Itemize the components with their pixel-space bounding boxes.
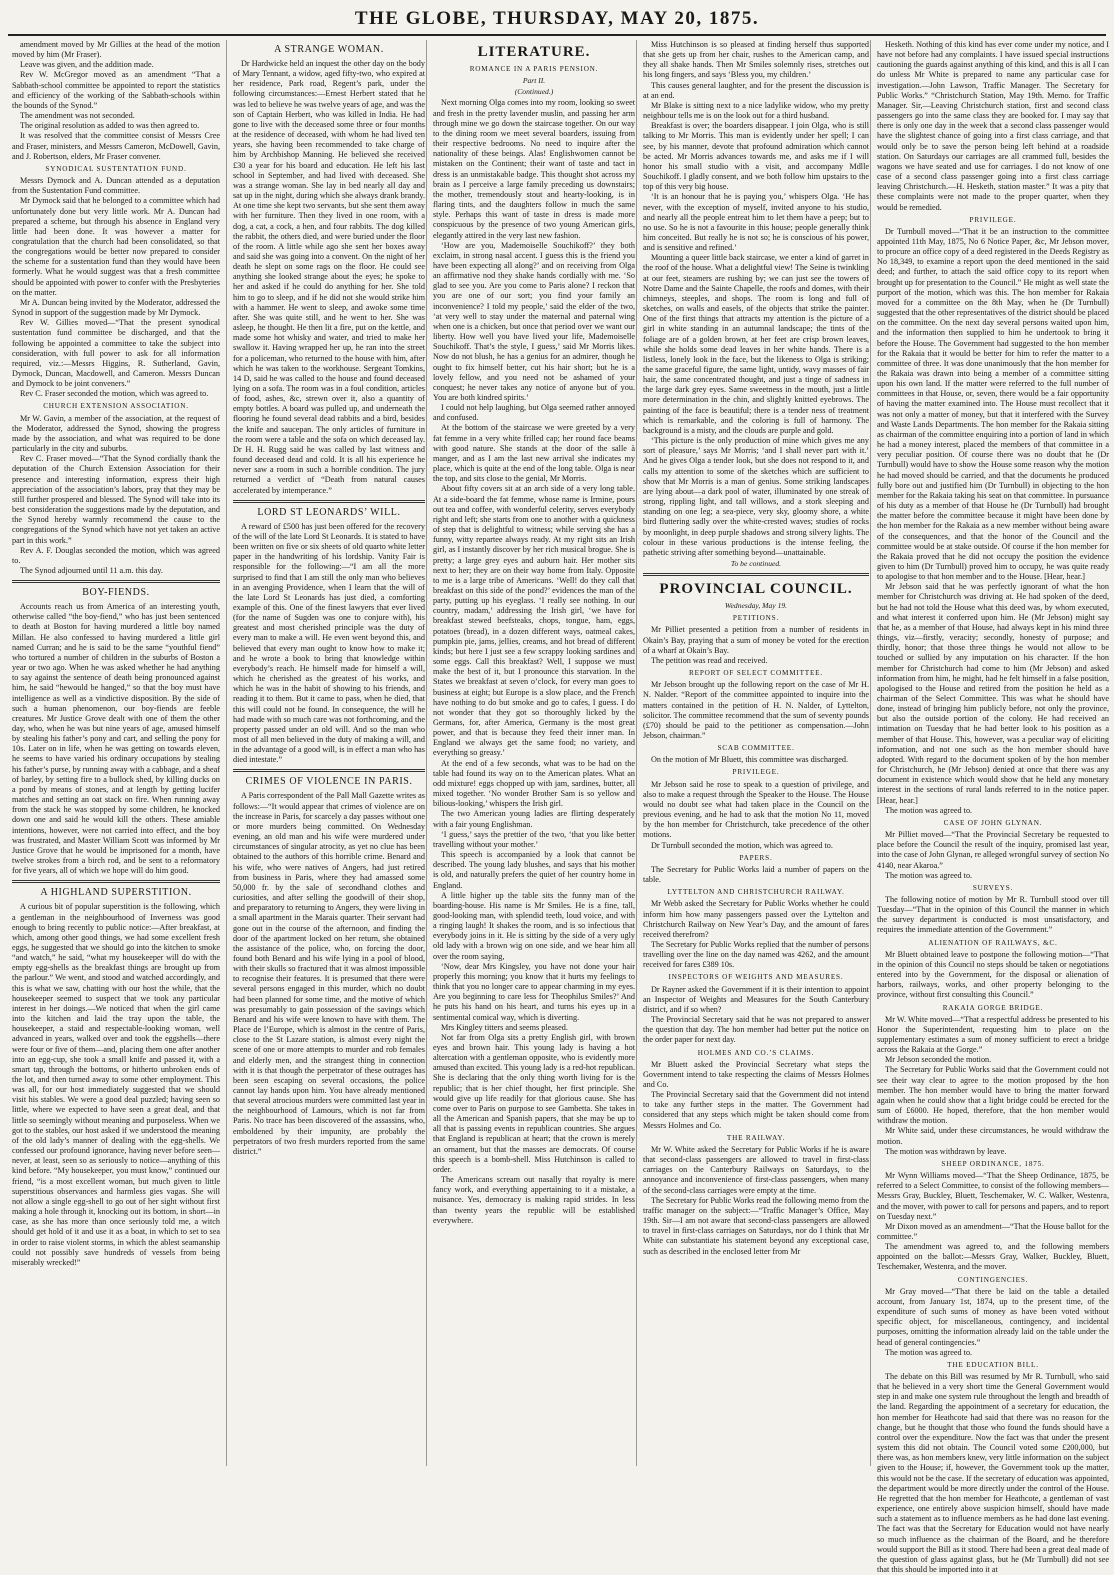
subheading: CONTINGENCIES. [957, 1275, 1029, 1284]
paragraph: A Paris correspondent of the Pall Mall Gazette writes as follows:—“It would appear that crimes of violence are on the increase in Paris, for scarcely a day passes without one or more murders being committed. On Wednesday evening, an old man and his wife were murdered under circumstances of singular atrocity, as yet no clue has been obtained to the authors of this horrible crime. Benard and his wife, who were natives of Angers, had just retired from business in Paris, where they had amassed some 50,000 fr. by the sale of secondhand clothes and curiosities, and after selling the goodwill of their shop, and preparatory to returning to Angers, they were living in a small apartment in the Marais quarter. Their servant had gone out in the course of the afternoon, and finding the door of the apartment locked on her return, she obtained the assistance of the police, who, on forcing the door, found both Benard and his wife lying in a pool of blood, with their skulls so fractured that it was almost impossible to recognise their features. It is presumed that there were several persons engaged in this murder, which no doubt had been planned for some time, and the motive of which was presumably to gain possession of the savings which Benard and his wife were known to have with them. The Place de l’Europe, which is almost in the centre of Paris, close to the St Lazare station, is almost every night the scene of one or more attempts to murder and rob females and elderly men, and the strangest thing in connection with it is that though the perpetrator of these outrages has been seen escaping on several occasions, the police cannot lay hands upon him. You have already mentioned that several atrocious murders were committed last year in the neighbourhood of Lamours, which is not far from Paris. No trace has been discovered of the assassins, who, emboldened by their impunity, are probably the perpetrators of two fresh murders reported from the same district.” [233, 791, 425, 1156]
paragraph: Rev C. Fraser seconded the motion, which was agreed to. [20, 389, 209, 399]
paragraph: The Americans scream out nasally that royalty is mere fancy work, and everything appertaining to it a mistake, a nuisance. Yes, democracy is making rapid strides. In less than twenty years the republic will be established everywhere. [433, 1175, 635, 1225]
article-separator [12, 880, 220, 883]
italic-line: Wednesday, May 19. [724, 601, 788, 611]
paragraph: Not far from Olga sits a pretty English girl, with brown eyes and brown hair. This young lady is having a hot altercation with a gentleman opposite, who is evidently more amused than excited. This young lady is a red-hot republican. She is declaring that the only thing worth living for is the republic; that is her chief thought, her first principle. She would give up life readily for that glorious cause. She has come over to Paris on purpose to see Gambetta. She takes in all the American and Spanish papers, that she may be up to all that is passing events in republican countries. She argues that England is republican at heart; that the crown is merely an ornament, but that the masses are democrats. Of course this speech is a bomb-shell. Miss Hutchinson is called to order. [433, 1032, 635, 1174]
subheading: PAPERS. [739, 853, 773, 862]
subheading: THE RAILWAY. [726, 1133, 786, 1142]
paragraph: The Synod adjourned until 11 a.m. this day. [20, 565, 163, 575]
paragraph: Mounting a queer little back staircase, we enter a kind of garret in the roof of the house. What a delightful view! The Seine is twinkling at our feet, steamers are rushing by; we can just see the towers of Notre Dame and the Sainte Chapelle, the roofs and domes, with their chimneys, steeples, and shops. The room is long and full of sketches, on walls and easels, of the objects that strike the painter. One of the first things that attracts my attention is the picture of a girl in white standing in an autumnal landscape; the tints of the foliage are of a golden brown, at her feet are crisp brown leaves, while she holds some dead leaves in her white hands. There is a listless, lonely look in the face, but the likeness to Olga is striking; the same graceful figure, the same light, untidy, wavy masses of fair hair, the same concentrated thought, and just a tinge of sadness in the large dark grey eyes. Same sweetness in the mouth, just a little more determination in the chin, and slightly knitted eyebrows. The painting of the face is beautiful; there is a tender ness of treatment which is remarkable, and the coloring is full of harmony. The background is a misty, and the clouds are purple and gold. [643, 253, 869, 435]
paragraph: Rev W. McGregor moved as an amendment “That a Sabbath-school committee be appointed to report the statistics and efficiency of the working of the Sabbath-schools within the bounds of the Synod.” [12, 70, 220, 110]
paragraph: This speech is accompanied by a look that cannot be described. The young lady blushes, and says that his mother is old, and naturally prefers the quiet of her country home in England. [433, 850, 635, 890]
paragraph: The amendment was not seconded. [20, 111, 135, 121]
paragraph: Mr Jebson seconded the motion. [885, 1055, 992, 1065]
paragraph: The motion was agreed to. [885, 1347, 973, 1357]
paragraph: Next morning Olga comes into my room, looking so sweet and fresh in the pretty lavender muslin, and passing her arm through mine we go down the staircase together. On our way to the dining room we meet several boarders, issuing from their respective bedrooms. No need to inquire after the nationality of these beings. Alas! Englishwomen cannot be mistaken on the Continent; their want of taste and tact in dress is an unmistakable badge. This thought shot across my brain as I perceive a large family preceding us downstairs; the mother, tremendously stout and hearty-looking, is in flaring tints, and the daughters follow in much the same style. Perhaps this want of taste in dress is made more conspicuous by the presence of two young American girls, elegantly attired in the very last new fashion. [433, 98, 635, 240]
paragraph: Rev C. Fraser moved—“That the Synod cordially thank the deputation of the Church Extension Association for their presence and interesting information, express their high appreciation of the association’s labors, pray that they may be still further prospered and blessed. The Synod will take into its best consideration the suggestions made by the deputation, and the Synod hereby warmly recommend the cause to the congregations of the Synod which have not yet taken an active part in this work.” [12, 454, 220, 545]
paragraph: Rev W. Gillies moved—“That the present synodical sustentation fund committee be discharged, and that the following be appointed a committee to take the subject into consideration, with full power to ask for all information required, viz.:—Messrs Higgins, R. Sutherland, Gavin, Dymock, Duncan, Macdowell, and Cameron. Messrs Duncan and Dymock to be joint conveners.” [12, 318, 220, 389]
article-separator [233, 769, 425, 772]
subheading: SURVEYS. [972, 883, 1014, 892]
continued-note: To be continued. [730, 558, 782, 568]
paragraph: Leave was given, and the addition made. [20, 60, 154, 70]
section-headline: LITERATURE. [477, 44, 591, 60]
masthead: THE GLOBE, THURSDAY, MAY 20, 1875. [354, 8, 760, 29]
paragraph: A reward of £500 has just been offered for the recovery of the will of the late Lord St Leonards. It is stated to have been written on five or six sheets of old quarto white letter paper in the handwriting of his lordship. Vanity Fair is responsible for the following:—“I am all the more surprised to find that I am still the only man who believes in an avenging Providence, when I learn that the will of the late Lord St Leonards has just died, a comforting example of this. One of the finest lawyers that ever lived (for the name of Sugden was one to conjure with), his greatest and most cherished principle was the duty of every man to make a will. He even went beyond this, and believed that every man ought to know how to make it; and he wrote a book to bring that knowledge within everybody’s reach. He himself made for himself a will, which he cherished as the greatest of his works, and which he was in the habit of showing to his friends, and reading it to them. But it came to pass, when he died, that this will could not be found. In consequence, the will he had made with so much care was not forthcoming, and the property passed under an old will. And so the man who most of all men believed in the duty of making a will, and in the advantage of a good will, is in effect a man who has died intestate.” [233, 521, 425, 765]
subheading: RAKAIA GORGE BRIDGE. [942, 1003, 1044, 1012]
paragraph: The two American young ladies are flirting desperately with a fair young Englishman. [433, 809, 635, 829]
paragraph: A little higher up the table sits the funny man of the boarding-house. His name is Mr Smiles. He is a fine, tall, good-looking man, with splendid teeth, loud voice, and with a ringing laugh! It shakes the room, and is so infectious that everybody joins in it. He is sitting by the side of a very ugly old lady with a brown wig on one side, and we hear him all over the room saying, [433, 890, 635, 961]
paragraph: It was resolved that the committee consist of Messrs Cree and Fraser, ministers, and Messrs Cameron, McDowell, Gavin, and J. Robertson, elders, Mr Fraser convener. [12, 131, 220, 161]
subheading: HOLMES AND CO.’S CLAIMS. [697, 1048, 815, 1057]
paragraph: A curious bit of popular superstition is the following, which a gentleman in the neighbourhood of Inverness was good enough to bring recently to public notice:—After breakfast, at which, among other good things, we had some excellent fresh eggs, he suggested that we should go into the kitchen to smoke “and watch,” he said, “what my housekeeper will do with the empty egg-shells as the breakfast things are brought up from the parlour.” We went, and stood and watched accordingly, and this is what we saw, chatting with our host the while, that the housekeeper seemed to suspect that we took any particular interest in her doings.—We noticed that when the girl came into the kitchen and laid the tray upon the table, the housekeeper, a staid and respectable-looking woman, well advanced in years, walked over and took the eggshells—there were four or five of them—and, placing them one after another into an egg-cup, she took a small knife and passed it, with a smart tap, through the bottoms, or hitherto unbroken ends of the lot, and then turned away to some other employment. This was all, for our host immediately suggested that we should visit his stables. We were a good deal puzzled; having seen so little, where we expected to have seen a great deal, and that little so seemingly without meaning and purposeless. When we got to the stables, our host asked if we understood the meaning of the old lady’s manner of dealing with the egg-shells. We confessed our profound ignorance, having never before seen—never, at least, seen so as seriously to notice—anything of this kind before. “My housekeeper, you must know,” continued our friend, “is a most excellent woman, but much given to little superstitious observances and harmless gies vagas. She will not allow a single egg-shell to go out of her sight without first making a hole through it, knocking out its bottom, in short—in case, as she has more than once seriously told me, a witch should get hold of it and use it as a boat, in which to set to sea in order to raise violent storms, in which the ablest seamanship could not possibly save hundreds of vessels from being miserably wrecked!” [12, 902, 220, 1267]
section-headline: PROVINCIAL COUNCIL. [659, 581, 853, 598]
paragraph: Mr Jebson said that he was perfectly ignorant of what the hon member for Christchurch was driving at. He had spoken of the deed, but he had not told the House what this deed was, by whom executed, and what interest it conferred upon him. He (Mr Jebson) might say that he, as a member of that House, had always kept in his mind three things, viz—firstly, veracity; secondly, honesty of purpose; and thirdly, honor; that those three things he would not allow to be touched or sullied by any imputation on his character. If the hon member for Christchurch had come to him (Mr Jebson) and asked information from him, he might, had he felt himself in a false position, apologised to the House and retired from the position he held as a chairman of the Select Committee. This was what he should have done, instead of bringing him publicly before, not only the province, but also the outside portion of the colony. He had received an intimation on Tuesday that he had better look to his position as a member of that House. This, however, was a peculiar way of eliciting information, and not one such as the hon member should have adopted. With regard to the document spoken of by the hon member for Christchurch, he (Mr Jebson) denied at once that there was any document in existence which would show that he held any monetary interest in the sections of rural lands referred to in the notice paper. [Hear, hear.] [877, 582, 1109, 805]
paragraph: Mr Pilliet presented a petition from a number of residents in Okain’s Bay, praying that a sum of money be voted for the erection of a wharf at Okain’s Bay. [643, 625, 869, 655]
paragraph: The debate on this Bill was resumed by Mr R. Turnbull, who said that he believed in a very short time the General Government would step in and make one system rule throughout the length and breadth of the land. Regarding the appointment of a secretary for education, the hon member for Heathcote had said that there was no reason for the change, but he thought that those who found the funds should have a control over the expenditure. Now the fact was that under the present system this did not obtain. The Council voted some £200,000, but there was, as hon members knew, very little information on the subject given to the House; if, however, the Government took up the matter, this would not be the case. If the secretary of education was appointed, the department would be more directly under the control of the House. He regretted that the hon member for Heathcote, a gentleman of vast experience, one entirely above suspicion himself, should have made such a statement as to influence members as he had done last evening. The fact was that the Secretary for Education would not have nearly so much influence as the chairman of the Board, and he therefore would support the Bill as it stood. There had been a great deal made of the question of glass against glass, but he (Mr Turnbull) did not see that this should be imported into it at [877, 1372, 1109, 1574]
paragraph: Dr Hardwicke held an inquest the other day on the body of Mary Tennant, a widow, aged fifty-two, who expired at her residence, Park road, Regent’s park, under the following circumstances:—Ernest Herbert stated that he was led to believe he was twelve years of age, and was the son of Captain Herbert, who was killed in India. He had gone to live with the deceased some three or four months at the residence of deceased, with whom he had lived ten years, she having been recommended to take charge of him by Archbishop Manning. He believed she received £30 a year for his board and education. He left his last school in September, and had lived with deceased. She was a strange woman. She lay in bed nearly all day and sat up in the night, during which she always drank brandy. At one time she kept two servants, but she sent them away with her furniture. Then they lived in one room, with a dog, a cat, a cock, a hen, and four rabbits. The dog killed the rabbit, the others died, and were buried under the floor of the room. A little while ago she sent her boxes away and said she was going into a convent. On the night of her death he slept on some rags on the floor. He could see anything she looked strange about the eyes; he spoke to her and asked if he could do anything for her. She told him to go to sleep, and if he did not she would strike him with a hammer. He went to sleep, and awoke some time after. She was quite still, and he went to her. She was asleep, he thought. He then lit a fire, put on the kettle, and made some hot whisky and water, and tried to make her swallow it. Having wrapped her up, he ran into the street for a policeman, who returned to the house with him, after which he was taken to the workhouse. Sergeant Tomkins, 14 D, said he was called to the house and found deceased lying on a sofa. The room was in a foul condition, articles of food, ashes, &c, strewn over it, also a quantity of empty bottles. A board was pulled up, and underneath the flooring he found several dead rabbits and a bird, besides the knife and saucepan. The only articles of furniture in the room were a table and the sofa on which deceased lay. Dr H. H. Rugg said he was called by last witness and found deceased dead and cold. It is all his experience he never saw a room in such a horrible condition. The jury returned a verdict of “Death from natural causes accelerated by intemperance.” [233, 59, 425, 495]
subheading: PETITIONS. [732, 614, 780, 623]
column-5 [870, 40, 1109, 1574]
column-3 [426, 40, 635, 1466]
paragraph: ‘How are you, Mademoiselle Souchikoff?’ they both exclaim, in strong nasal accent. I guess this is the friend you have been expecting all along?’ and on receiving from Olga an affirmative nod they shake hands cordially with me. ‘So glad to see you. Are you come to Paris alone? I reckon that you are one of our sort; you find your family an inconvenience? I told my people,’ said the elder of the two, ‘at very well to stay under the maternal and paternal wing when one is a chicken, but once that period over we want our liberty. How well you have lived your life, Mademoiselle Souchikoff. That’s the style, I guess,’ said Mr Morris likes. Now do not blush, he has a genius for an admirer, though he ought to fix himself better, cut his hair short; but he is a lovely fellow, and you need not be ashamed of your conquest; he never takes any notice of anyone but of you. You are both kindred spirits.’ [433, 240, 635, 402]
paragraph: Mr Gray moved—“That there be laid on the table a detailed account, from January 1st, 1874, up to the present time, of the expenditure of such sums of money as have been voted without specific object, for miscellaneous, contingency, and incidental purposes, omitting the information already laid on the table under the head of general contingencies.” [877, 1286, 1109, 1347]
paragraph: At the bottom of the staircase we were greeted by a very fat femme in a very white frilled cap; her round face beams with good nature. She stands at the door of the salle à manger, and as I am the last new arrival she indicates my place, which is quite at the end of the long table. Olga is near the top, and sits close to the genial, Mr Morris. [433, 423, 635, 484]
paragraph: Mr Jebson brought up the following report on the case of Mr H. N. Nalder. “Report of the committee appointed to inquire into the matters contained in the petition of H. N. Nalder, of Lyttelton, solicitor. The committee recommend that the sum of seventy pounds (£70) should be paid to the petitioner as compensation.—John Jebson, chairman.” [643, 680, 869, 740]
paragraph: ‘I guess,’ says the prettier of the two, ‘that you like better travelling without your mother.’ [433, 829, 635, 849]
subheading: SHEEP ORDINANCE, 1875. [941, 1159, 1045, 1168]
paragraph: On the motion of Mr Bluett, this committee was discharged. [651, 755, 848, 765]
paragraph: Dr Turnbull moved—“That it be an instruction to the committee appointed 11th May, 1875, No 6 Notice Paper, &c, Mr Jebson mover, to procure an office copy of a deed registered in the Deeds Registry as No 18,349, to examine a report upon the deed mentioned in the said deed; and further, to attach the said office copy to its report when brought up for presentation to the Council.” He might as well state the purport of the motion, which was this. The hon member for Rakaia moved for a committee on the 8th May, when he (Dr Turnbull) suggested that the other representatives of the district should be placed on the committee. On the next day several persons waited upon him, and the information then supplied to him he undertook to bring it before the House. The Government had suggested to the hon member for the Rakaia that it would be better for him to refer the matter to a committee of three. It was done unanimously that the hon member for the Rakaia was drawn into being a member of a committee sitting upon his own land. If the matter were referred to the full number of committees in that House, or, seven, there would be a fair opportunity of having the matter examined into. The House must recollect that it was not only a matter of money, but that it interfered with the Survey and Waste Lands Departments. The hon member for the Rakaia sitting as chairman of the committee enquiring into a portion of land in which he had a money interest, placed the members of that committee in a very peculiar position. Of course there was no doubt that he (Dr Turnbull) would have to show the House some reason why the motion he had moved should be carried, and that the documents he produced fully bore out and justified him (Dr Turnbull) in objecting to the hon member for the Rakaia taking his seat on that committee. In pursuance of his duty as a member of that House he (Dr Turnbull) had brought the matter before the committee because it might have been done by the hon member for the Rakaia as a new member without being aware of the consequences, and that the honor of the Council and the committee would be at stake outside. Of course if the hon member for the Rakaia proved that he did not occupy the position the evidence given to him (Dr Turnbull) proved him to occupy, he was quite ready to apologise to that hon member and to the House. [Hear, hear.] [877, 226, 1109, 582]
paragraph: Mr Pilliet moved—“That the Provincial Secretary be requested to place before the Council the result of the inquiry, promised last year, into the case of John Glynan, re alleged wrongful survey of section No 4140, near Akaroa.” [877, 830, 1109, 870]
paragraph: The motion was agreed to. [885, 870, 973, 880]
subheading: CHURCH EXTENSION ASSOCIATION. [43, 402, 189, 411]
paragraph: The original resolution as added to was then agreed to. [20, 121, 200, 131]
article-headline: A HIGHLAND SUPERSTITION. [40, 887, 192, 899]
paragraph: Mr W. White moved—“That a respectful address be presented to his Honor the Superintendent, requesting him to place on the supplementary estimates a sum of money sufficient to erect a bridge across the Rakaia at the Gorge.” [877, 1014, 1109, 1055]
paragraph: The motion was withdrawn by leave. [885, 1146, 1007, 1156]
article-headline: BOY-FIENDS. [82, 587, 150, 599]
article-headline: A STRANGE WOMAN. [274, 44, 384, 55]
paragraph: Mr Blake is sitting next to a nice ladylike widow, who my pretty neighbour tells me is on the look out for a third husband. [643, 100, 869, 121]
paragraph: This causes general laughter, and for the present the discussion is at an end. [643, 80, 869, 100]
subheading: LYTTELTON AND CHRISTCHURCH RAILWAY. [667, 888, 845, 897]
masthead-rule [8, 34, 1106, 36]
paragraph: The Secretary for Public Works replied that the number of persons travelling over the line on the day named was 4262, and the amount received for fares £389 10s. [643, 939, 869, 970]
paragraph: Mr Jebson said he rose to speak to a question of privilege, and also to make a request through the Speaker to the House. The House would no doubt see what had taken place in the Council on the previous evening, and he had to ask that the motion No 11, moved by the hon member for Christchurch, take precedence of the other motions. [643, 779, 869, 840]
paragraph: Mr W. White asked the Secretary for Public Works if he is aware that second-class passengers are allowed to travel in first-class carriages on the Canterbury Railways on Saturdays, to the annoyance and inconvenience of first-class passengers, when many of the second-class carriages were empty at the time. [643, 1144, 869, 1195]
paragraph: Mr Bluett asked the Provincial Secretary what steps the Government intend to take respecting the claims of Messrs Holmes and Co. [643, 1059, 869, 1089]
paragraph: Miss Hutchinson is so pleased at finding herself thus supported that she gets up from her chair, rushes to the American camp, and they all shake hands. Then Mr Smiles solemnly rises, stretches out his long fingers, and says ‘Bless you, my children.’ [643, 40, 869, 80]
paragraph: The Provincial Secretary said that he was not prepared to answer the question that day. The hon member had better put the notice on the order paper for next day. [643, 1015, 869, 1045]
paragraph: Accounts reach us from America of an interesting youth, otherwise called “the boy-fiend,” who has just been sentenced to death at Boston for having murdered a little boy named Millan. He also confessed to having murdered a little girl named Curran; and he is said to be the same “youthful fiend” who tortured a number of children in the suburbs of Boston a year or two ago. When he was asked whether he had anything to say against the sentence of death being pronounced against him, he said “hewould be hanged,” so that the boy must have intelligence as well as a vindictive disposition. By the side of such a human phenomenon, our boy-fiends are feeble creatures. Mr Justice Grove dealt with one of them the other day, who, when he was but nine years of age, amused himself by stealing his father’s pony and cart, and selling the pony for 10s. Later on in life, when he was getting on towards eleven, he seems to have varied his ordinary occupations by stealing his father’s purse, by running away with a cabbage, and a sheaf of barley, by setting fire to a bullock shed, by killing ducks on a pond by means of stones, and at length by getting lucifer matches and setting an oat stack on fire. When running away from the stack he was stopped by some children, he knocked down one and said he would kill the others. These amiable intentions, however, were not carried into effect, and the boy was frustrated, and Master William Scott was informed by Mr Justice Grove that he would be imprisoned for a month, have twelve strokes from a birch rod, and be sent to a reformatory for five years, all of which we hope will do him good. [12, 602, 220, 876]
paragraph: ‘This picture is the only production of mine which gives me any sort of pleasure,’ says Mr Morris; ‘and I shall never part with it.’ And he gives Olga a tender look, but she does not respond to it, and calls my attention to some of the sketches which are sufficient to show that Mr Morris is a man of genius. Some striking landscapes are lying about—a dark pool of water, illuminated by one streak of strong, rippling light, and tall willows, and a stork sleeping and standing on one leg; a sea-piece, very sky, gloomy shore, a white bird fluttering sadly over the white-crested waves; studies of rocks by moonlight, in deep purple shadows and strong silvery lights. The colour in these various productions is the intense feeling, the pathetic striving after something beyond—unattainable. [643, 436, 869, 557]
paragraph: Mr Bluett obtained leave to postpone the following motion—“That in the opinion of this Council no steps should be taken or negotiations entered into by the Government, for the disposal or alienation of harbors, railways, works, and other property belonging to the province, without first consulting this Council.” [877, 949, 1109, 1000]
paragraph: Hesketh. Nothing of this kind has ever come under my notice, and I have not before had any complaints. I have issued special instructions cautioning the guards against anything of this kind, and this is all I can do unless Mr White is prepared to name any particular case for investigation.—John Lawson, Traffic Manager. The Secretary for Public Works.” “Christchurch Station, May 19th. Memo. for Traffic Manager. Sir,—Leaving Christchurch station, first and second class passengers go into the same class they are booked for. I may say that there is only one day in the week that a second class passenger would have the slightest chance of going into a first class carriage, and that would only be to save the person being left behind at a roadside station. On Saturdays our carriages are all crammed full, besides the wagons we have seated and use for carriages. I do not know of one case of a second class passenger going into a first class carriage leaving Christchurch.—H. Hesketh, station master.” It was a pity that these complaints were not made to the proper quarter, when they would be remedied. [877, 40, 1109, 212]
section-separator [643, 573, 869, 576]
subheading: PRIVILEGE. [732, 768, 780, 777]
article-separator [12, 580, 220, 583]
paragraph: At the end of a few seconds, what was to be had on the table had found its way on to the American plates. What an odd mixture! eggs chopped up with jam, sardines, butter, all mixed together. ‘No wonder Brother Sam is so yellow and bilious-looking,’ whispers the Irish girl. [433, 758, 635, 809]
subheading: THE EDUCATION BILL. [947, 1360, 1039, 1369]
paragraph: The motion was agreed to. [885, 805, 973, 815]
paragraph: Mr Wynn Williams moved—“That the Sheep Ordinance, 1875, be referred to a Select Committee, to consist of the following members—Messrs Gray, Buckley, Bluett, Teschemaker, W. C. Walker, Westenra, and the mover, with power to call for persons and papers, and to report on Tuesday next.” [877, 1171, 1109, 1221]
column-2 [226, 40, 425, 1466]
paragraph: Mr W. Gavin, a member of the association, at the request of the Moderator, addressed the Synod, showing the progress made by the association, and what was required to be done particularly in the city and suburbs. [12, 413, 220, 454]
subheading: INSPECTORS OF WEIGHTS AND MEASURES. [668, 973, 844, 982]
paragraph: ‘Now, dear Mrs Kingsley, you have not done your hair properly this morning; you know that it hurts my feelings to think that you no longer care to appear charming in my eyes. Are you beginning to care less for Theophilus Smiles?’ And he puts his hand on his heart, and turns his eyes up in a sentimental comical way, which is diverting. [433, 961, 635, 1022]
paragraph: About fifty covers sit at an arch side of a very long table. At a side-board the fat femme, whose name is Irmine, pours out tea and coffee, with wonderful celerity, serves everybody right and left; she starts from one to another with a quickness of step that is delightful to witness; while serving she has a funny, witty repartee always ready. At my right sits an Irish girl, as I instantly discover by her rich musical brogue. She is pretty; a large grey eyes and auburn hair. Her mother sits next to her; they are on their way home from Italy. Opposite to me is a large tribe of Americans. ‘Well! do they call that breakfast on this side of the pond?’ evidences the man of the party, putting up his eyeglass. ‘I really see nothing. In our country, madam,’ addressing the Irish girl, ‘we have for breakfast stewed beefsteaks, chops, tongue, ham, eggs, potatoes (bread), in a dozen different ways, oatmeal cakes, pumpkin pie, jams, jellies, creams, and hot bread of different kinds; but here I just see a few scrappy looking sardines and some eggs. Call this breakfast? Well, I suppose we must make the best of it, but I pronounce this starvation. In the States we breakfast at seven o’clock, for every man goes to business at eight; but Europe is a slow place, and the French have nothing to do but smoke and go to cafes, I guess. I do not wonder that they got so thoroughly licked by the Germans, for, after America, Germany is the most great power, and that is because they feed their inner man. In England we always get the same food; no variety, and everything so greasy.’ [433, 484, 635, 758]
subheading: PRIVILEGE. [969, 215, 1017, 224]
paragraph: Messrs Dymock and A. Duncan attended as a deputation from the Sustentation Fund committee. [12, 176, 220, 196]
paragraph: Dr Turnbull seconded the motion, which was agreed to. [651, 840, 833, 850]
paragraph: Mr White said, under these circumstances, he would withdraw the motion. [877, 1126, 1109, 1146]
article-headline: LORD ST LEONARDS’ WILL. [257, 506, 401, 518]
paragraph: Dr Rayner asked the Government if it is their intention to appoint an Inspector of Weights and Measures for the South Canterbury district, and if so when? [643, 984, 869, 1014]
paragraph: Mr Dixon moved as an amendment—“That the House ballot for the committee.” [877, 1221, 1109, 1241]
subheading: SYNODICAL SUSTENTATION FUND. [45, 164, 187, 173]
paragraph: Mr A. Duncan being invited by the Moderator, addressed the Synod in support of the suggestion made by Mr Dymock. [12, 297, 220, 318]
paragraph: Mr Dymock said that he belonged to a committee which had unfortunately done but very little work. Mr A. Duncan had prepared a scheme, but through his absence in England very little had been done. It was however a matter for congratulation that the church had been consolidated, so that the congregations would be better now prepared to consider the scheme for a sustentation fund than they would have been formerly. What he would suggest was that a fresh committee should be appointed with power to confer with the Presbyteries on the matter. [12, 196, 220, 297]
paragraph: Mr Webb asked the Secretary for Public Works whether he could inform him how many passengers passed over the Lyttelton and Christchurch Railway on New Year’s Day, and the amount of fares received therefrom? [643, 899, 869, 939]
paragraph: I could not help laughing, but Olga seemed rather annoyed and confused. [433, 403, 635, 423]
paragraph: The petition was read and received. [651, 655, 768, 665]
paragraph: The amendment was agreed to, and the following members appointed on the ballot:—Messrs Gray, Walker, Buckley, Bluett, Teschemaker, Westenra, and the mover. [877, 1242, 1109, 1272]
paragraph: The Secretary for Public Works said that the Government could not see their way clear to agree to the motion proposed by the hon member. The hon member would have to bring the matter forward again when he could show that a light bridge could be erected for the sum of £6000. He hoped, therefore, that the hon member would withdraw the motion. [877, 1065, 1109, 1126]
subheading: ALIENATION OF RAILWAYS, &C. [928, 938, 1058, 947]
paragraph: The Secretary for Public Works laid a number of papers on the table. [643, 864, 869, 885]
paragraph: The Secretary for Public Works read the following memo from the traffic manager on the subject:—“Traffic Manager’s Office, May 19th. Sir—I am not aware that second-class passengers are allowed to travel in first-class carriages on Saturdays, nor do I think that Mr White can substantiate his statement beyond any exceptional case, such as described in the enclosed letter from Mr [643, 1195, 869, 1256]
paragraph: Mrs Kingley titters and seems pleased. [441, 1022, 568, 1032]
article-headline: CRIMES OF VIOLENCE IN PARIS. [245, 776, 413, 788]
paragraph: The Provincial Secretary said that the Government did not intend to take any further steps in the matter. The Government had considered that any steps which might be taken should come from Messrs Holmes and Co. [643, 1090, 869, 1130]
article-separator [233, 500, 425, 503]
italic-line: Part II. [522, 76, 546, 86]
paragraph: Rev A. F. Douglas seconded the motion, which was agreed to. [12, 545, 220, 565]
italic-line: (Continued.) [514, 87, 554, 97]
paragraph: The following notice of motion by Mr R. Turnbull stood over till Tuesday—“That in the opinion of this Council the manner in which the survey department is conducted is most unsatisfactory, and requires the immediate attention of the Government.” [877, 894, 1109, 935]
column-4 [636, 40, 869, 1466]
paragraph: amendment moved by Mr Gillies at the head of the motion moved by him (Mr Fraser). [12, 40, 220, 60]
subheading: CASE OF JOHN GLYNAN. [943, 818, 1043, 827]
paragraph: ‘It is an honour that he is paying you,’ whispers Olga. ‘He has never, with the exception of myself, invited anyone to his studio, and nearly all the people entreat him to let them have a peep; but to no use. So he is not a favourite in this house; people generally think him conceited. But really he is not so; he is conscious of his power, and is sensitive and refined.’ [643, 192, 869, 253]
subheading: SCAB COMMITTEE. [717, 744, 795, 753]
paragraph: Breakfast is over; the boarders disappear. I join Olga, who is still talking to Mr Morris. This man is evidently under her spell; I can see, by his manner, devote that profound admiration which cannot be acted. Mr Morris advances towards me, and asks me if I will honor his small studio with a visit, and accompany Mdlle Souchikoff. I gladly consent, and we both follow him upstairs to the top of this very big house. [643, 121, 869, 192]
subheading: ROMANCE IN A PARIS PENSION. [469, 65, 599, 73]
column-1 [12, 40, 220, 1466]
subheading: REPORT OF SELECT COMMITTEE. [689, 669, 823, 678]
